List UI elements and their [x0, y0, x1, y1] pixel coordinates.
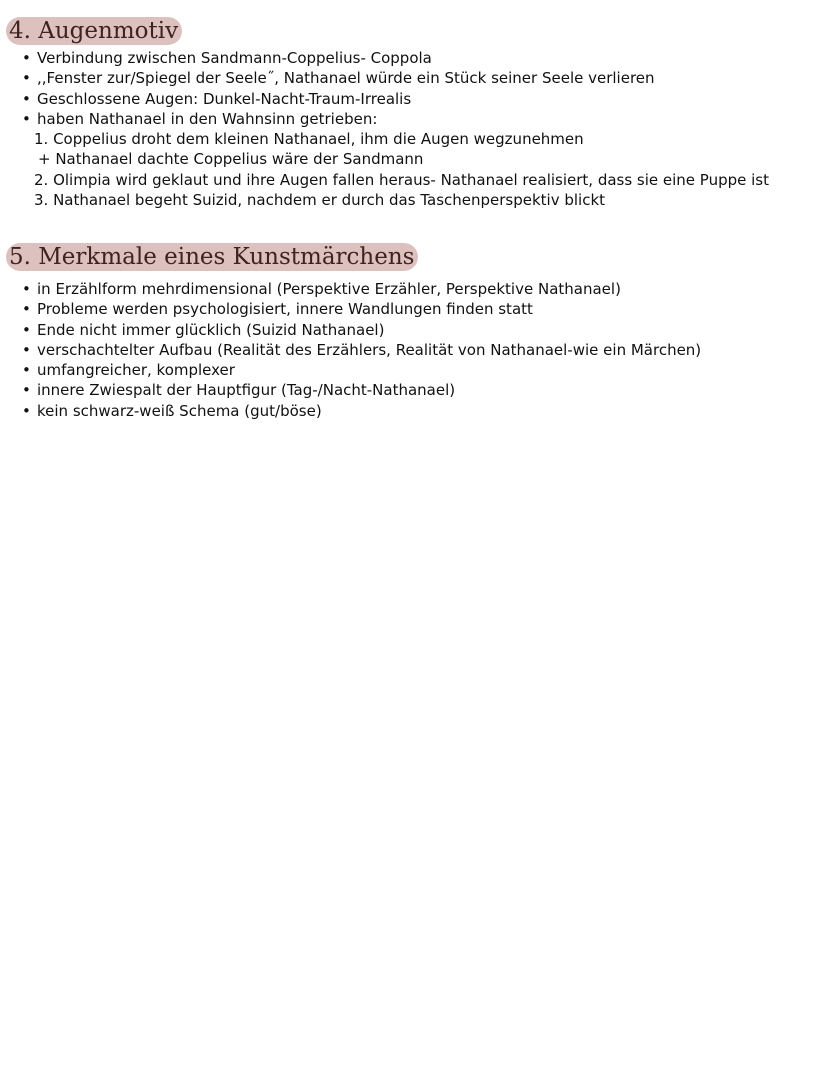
bullet-icon: •	[22, 69, 31, 88]
list-item-text: Probleme werden psychologisiert, innere Wandlungen finden statt	[37, 300, 533, 319]
list-item-text: ,,Fenster zur/Spiegel der Seele˝, Nathanael würde ein Stück seiner Seele verlieren	[37, 69, 655, 88]
bullet-icon: •	[22, 361, 31, 380]
bullet-icon: •	[22, 89, 31, 108]
section-kunstmaerchen	[0, 243, 828, 421]
bullet-icon: •	[22, 300, 31, 319]
list-item-text: kein schwarz-weiß Schema (gut/böse)	[37, 401, 322, 420]
bullet-icon: •	[22, 381, 31, 400]
section-augenmotiv	[0, 17, 828, 210]
list-item	[0, 401, 828, 421]
list-item	[0, 109, 828, 129]
list-item-text: Geschlossene Augen: Dunkel-Nacht-Traum-Irrealis	[37, 89, 412, 108]
bullet-icon: •	[22, 49, 31, 67]
list-item-text: umfangreicher, komplexer	[37, 361, 235, 380]
list-item	[0, 279, 828, 299]
list-item	[0, 360, 828, 380]
list-item	[0, 320, 828, 340]
bullet-icon: •	[22, 109, 31, 128]
list-item	[0, 340, 828, 360]
list-item-text: 1. Coppelius droht dem kleinen Nathanael, ihm die Augen wegzunehmen	[34, 130, 584, 149]
plus-sub-item	[0, 149, 828, 169]
list-item-text: Verbindung zwischen Sandmann-Coppelius- Coppola	[37, 49, 432, 67]
numbered-sub-item	[0, 129, 828, 149]
list-item-text: + Nathanael dachte Coppelius wäre der Sandmann	[38, 150, 424, 169]
bullet-icon: •	[22, 320, 31, 339]
list-item-text: haben Nathanael in den Wahnsinn getrieben:	[37, 109, 378, 128]
numbered-sub-item	[0, 190, 828, 210]
bullet-icon: •	[22, 401, 31, 420]
bullet-icon: •	[22, 340, 31, 359]
section-heading: 5. Merkmale eines Kunstmärchens	[6, 243, 418, 271]
list-item	[0, 89, 828, 109]
list-item	[0, 299, 828, 319]
bullet-list	[0, 279, 828, 421]
list-item-text: 3. Nathanael begeht Suizid, nachdem er durch das Taschenperspektiv blickt	[34, 191, 606, 210]
list-item	[0, 48, 828, 68]
list-item	[0, 380, 828, 400]
list-item-text: Ende nicht immer glücklich (Suizid Nathanael)	[37, 320, 385, 339]
bullet-list	[0, 48, 828, 210]
list-item	[0, 68, 828, 88]
list-item-text: in Erzählform mehrdimensional (Perspektive Erzähler, Perspektive Nathanael)	[37, 280, 621, 298]
list-item-text: verschachtelter Aufbau (Realität des Erzählers, Realität von Nathanael-wie ein Märchen)	[37, 340, 702, 359]
list-item-text: 2. Olimpia wird geklaut und ihre Augen fallen heraus- Nathanael realisiert, dass sie eine Puppe ist	[34, 170, 769, 189]
numbered-sub-item	[0, 170, 828, 190]
list-item-text: innere Zwiespalt der Hauptfigur (Tag-/Nacht-Nathanael)	[37, 381, 456, 400]
section-heading: 4. Augenmotiv	[6, 17, 182, 45]
bullet-icon: •	[22, 280, 31, 298]
